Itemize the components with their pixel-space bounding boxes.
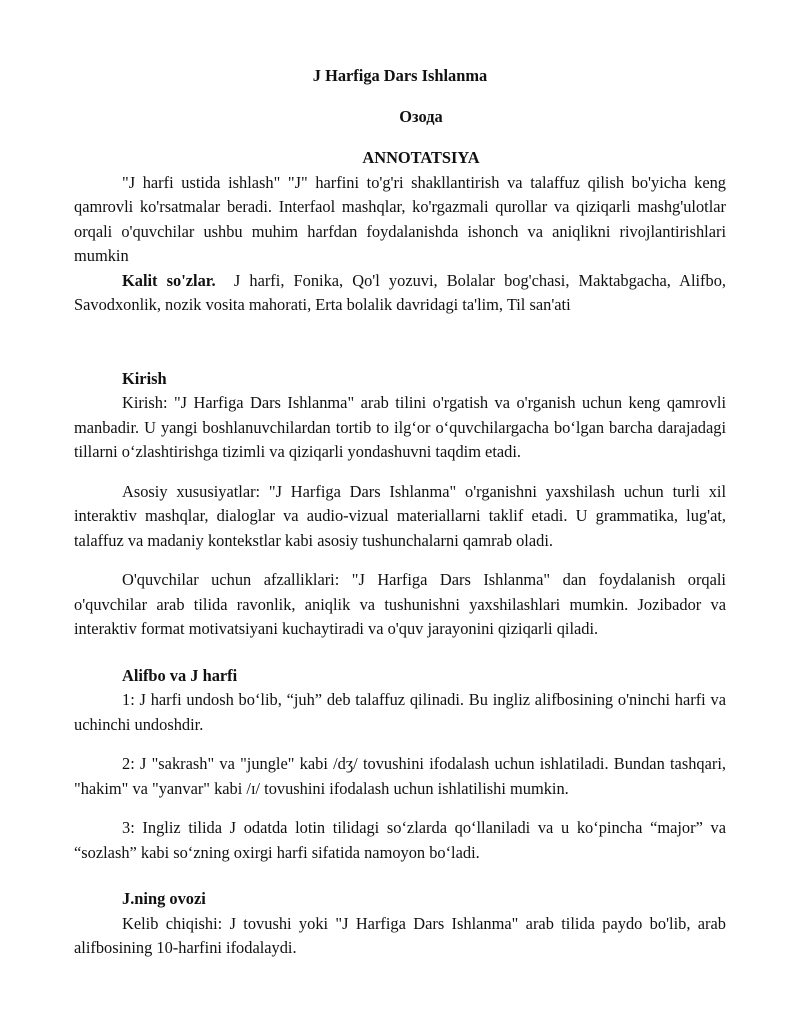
keywords-paragraph (74, 269, 726, 318)
sound-paragraph-1: Kelib chiqishi: J tovushi yoki "J Harfiga Dars Ishlanma" arab tilida paydo bo'lib, arab alifbosining 10-harfini ifodalaydi. (74, 913, 726, 957)
annotation-heading: ANNOTATSIYA (362, 148, 480, 167)
keywords-label: Kalit so'zlar. (122, 270, 216, 290)
section-heading-intro: Kirish (122, 368, 167, 388)
alphabet-paragraph-3: 3: Ingliz tilida J odatda lotin tilidagi so‘zlarda qo‘llaniladi va u ko‘pincha “major” va “sozlash” kabi so‘zning oxirgi harfi sifatida namoyon bo‘ladi. (74, 818, 726, 862)
intro-paragraph-3: O'quvchilar uchun afzalliklari: "J Harfiga Dars Ishlanma" dan foydalanish orqali o'quvchilar arab tilida ravonlik, aniqlik va tushunishni yaxshilashlari mumkin. Jozibador va interaktiv format motivatsiyani kuchaytiradi va o'quv jarayonini qiziqarli qiladi. (74, 570, 726, 638)
alphabet-paragraph-2: 2: J "sakrash" va "jungle" kabi /dʒ/ tovushini ifodalash uchun ishlatiladi. Bundan tashqari, "hakim" va "yanvar" kabi /ɪ/ tovushini ifodalash uchun ishlatilishi mumkin. (74, 754, 726, 798)
document-title: J Harfiga Dars Ishlanma (312, 66, 488, 85)
alphabet-paragraph-1: 1: J harfi undosh bo‘lib, “juh” deb talaffuz qilinadi. Bu ingliz alifbosining o'ninchi harfi va uchinchi undoshdir. (74, 690, 726, 734)
document-body (74, 64, 726, 961)
intro-paragraph-2: Asosiy xususiyatlar: "J Harfiga Dars Ishlanma" o'rganishni yaxshilash uchun turli xil interaktiv mashqlar, dialoglar va audio-vizual materiallarni taklif etadi. U grammatika, lug'at, talaffuz va madaniy kontekstlar kabi asosiy tushunchalarni qamrab oladi. (74, 481, 726, 550)
section-heading-sound: J.ning ovozi (122, 889, 206, 908)
document-author: Озода (399, 106, 443, 126)
section-heading-alphabet: Alifbo va J harfi (122, 665, 238, 685)
annotation-paragraph: "J harfi ustida ishlash" "J" harfini to'g'ri shakllantirish va talaffuz qilish bo'yicha keng qamrovli ko'rsatmalar beradi. Interfaol mashqlar, ko'rgazmali qurollar va qiziqarli mashg'ulotlar orqali o'quvchilar ushbu muhim harfdan foydalanishda ishonch va aniqlikni rivojlantirishlari mumkin (74, 172, 726, 265)
intro-paragraph-1: Kirish: "J Harfiga Dars Ishlanma" arab tilini o'rgatish va o'rganish uchun keng qamrovli manbadir. U yangi boshlanuvchilardan tortib to ilg‘or o‘quvchilargacha bo‘lgan barcha darajadagi tillarni o‘zlashtirishga tizimli va qiziqarli yondashuvni taqdim etadi. (74, 393, 726, 461)
keywords-text: J harfi, Fonika, Qo'l yozuvi, Bolalar bog'chasi, Maktabgacha, Alifbo, Savodxonlik, nozik vosita mahorati, Erta bolalik davridagi ta'lim, Til san'ati (74, 270, 727, 314)
